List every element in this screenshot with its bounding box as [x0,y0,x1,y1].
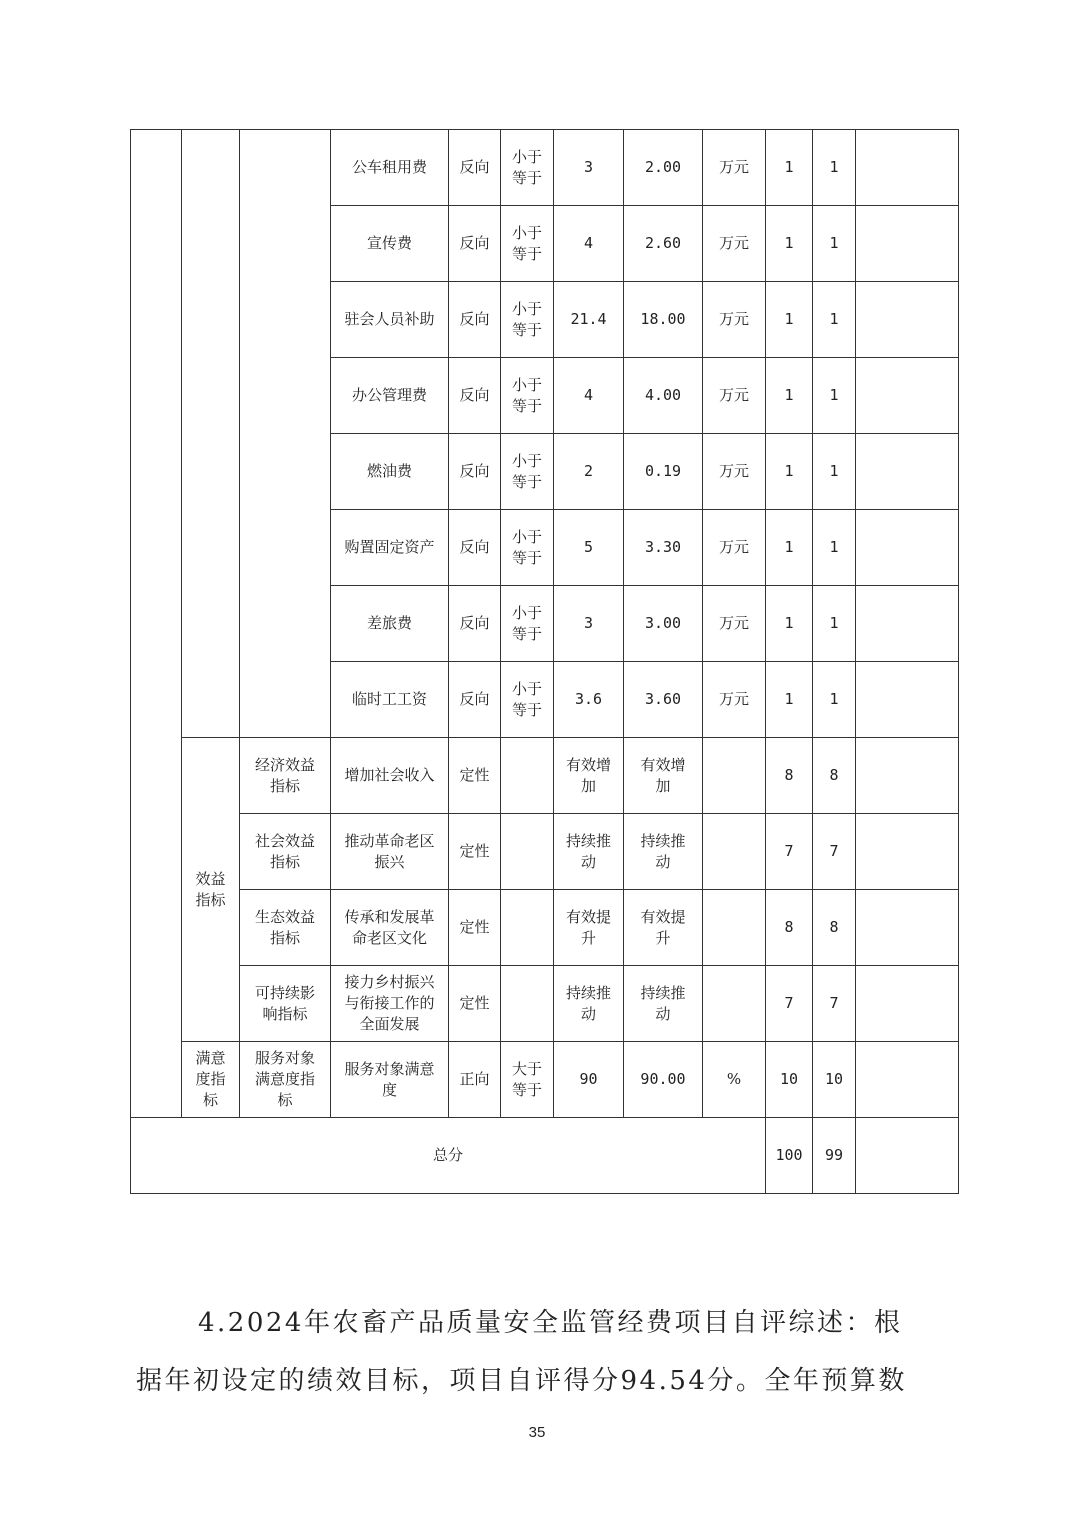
operator-cell: 小于 等于 [501,282,554,358]
remark-cell [856,1042,959,1118]
score-cell: 8 [813,738,856,814]
indicator-name-cell: 推动革命老区 振兴 [331,814,449,890]
remark-cell [856,814,959,890]
operator-cell: 小于 等于 [501,662,554,738]
indicator-name-cell: 传承和发展革 命老区文化 [331,890,449,966]
actual-value-cell: 2.60 [624,206,703,282]
performance-table [130,129,959,1194]
target-value-cell: 3.6 [554,662,624,738]
remark-cell [856,662,959,738]
weight-cell: 1 [766,510,813,586]
actual-value-cell: 有效提 升 [624,890,703,966]
actual-value-cell: 0.19 [624,434,703,510]
actual-value-cell: 有效增 加 [624,738,703,814]
unit-cell: 万元 [703,282,766,358]
remark-cell [856,586,959,662]
direction-cell: 反向 [449,130,501,206]
remark-cell [856,282,959,358]
sub-indicator-cell: 生态效益 指标 [240,890,331,966]
remark-cell [856,434,959,510]
indicator-name-cell: 服务对象满意 度 [331,1042,449,1118]
table-row [131,966,959,1042]
target-value-cell: 有效增 加 [554,738,624,814]
target-value-cell: 4 [554,206,624,282]
weight-cell: 1 [766,662,813,738]
score-cell: 1 [813,510,856,586]
direction-cell: 定性 [449,890,501,966]
weight-cell: 7 [766,966,813,1042]
weight-cell: 1 [766,586,813,662]
weight-cell: 8 [766,738,813,814]
actual-value-cell: 3.60 [624,662,703,738]
table-row [131,814,959,890]
operator-cell [501,966,554,1042]
sub-indicator-cell: 经济效益 指标 [240,738,331,814]
operator-cell [501,738,554,814]
actual-value-cell: 4.00 [624,358,703,434]
satisfaction-group-cell: 满意 度指 标 [182,1042,240,1118]
score-cell: 7 [813,814,856,890]
target-value-cell: 4 [554,358,624,434]
indicator-name-cell: 宣传费 [331,206,449,282]
actual-value-cell: 持续推 动 [624,814,703,890]
actual-value-cell: 持续推 动 [624,966,703,1042]
score-cell: 1 [813,662,856,738]
remark-cell [856,890,959,966]
remark-cell [856,966,959,1042]
total-row [131,1118,959,1194]
operator-cell: 小于 等于 [501,206,554,282]
remark-cell [856,206,959,282]
operator-cell: 小于 等于 [501,434,554,510]
table-row [131,1042,959,1118]
indicator-name-cell: 驻会人员补助 [331,282,449,358]
summary-paragraph-line-2: 据年初设定的绩效目标，项目自评得分94.54分。全年预算数 [136,1366,907,1396]
table-row [131,890,959,966]
score-cell: 1 [813,586,856,662]
target-value-cell: 21.4 [554,282,624,358]
unit-cell [703,890,766,966]
actual-value-cell: 3.00 [624,586,703,662]
unit-cell: 万元 [703,434,766,510]
actual-value-cell: 3.30 [624,510,703,586]
weight-cell: 7 [766,814,813,890]
direction-cell: 反向 [449,662,501,738]
operator-cell [501,890,554,966]
direction-cell: 定性 [449,966,501,1042]
score-cell: 1 [813,282,856,358]
unit-cell: 万元 [703,662,766,738]
score-cell: 7 [813,966,856,1042]
indicator-name-cell: 购置固定资产 [331,510,449,586]
score-cell: 1 [813,358,856,434]
direction-cell: 定性 [449,814,501,890]
operator-cell: 小于 等于 [501,586,554,662]
secondary-indicator-cell [182,130,240,738]
actual-value-cell: 2.00 [624,130,703,206]
score-cell: 1 [813,130,856,206]
remark-cell [856,510,959,586]
direction-cell: 反向 [449,434,501,510]
indicator-name-cell: 公车租用费 [331,130,449,206]
score-cell: 1 [813,434,856,510]
weight-cell: 1 [766,434,813,510]
direction-cell: 反向 [449,358,501,434]
unit-cell [703,966,766,1042]
target-value-cell: 2 [554,434,624,510]
operator-cell: 小于 等于 [501,358,554,434]
tertiary-indicator-cell [240,130,331,738]
direction-cell: 反向 [449,206,501,282]
target-value-cell: 有效提 升 [554,890,624,966]
unit-cell: 万元 [703,206,766,282]
direction-cell: 正向 [449,1042,501,1118]
operator-cell: 小于 等于 [501,130,554,206]
remark-cell [856,738,959,814]
unit-cell: 万元 [703,130,766,206]
unit-cell: 万元 [703,510,766,586]
indicator-name-cell: 燃油费 [331,434,449,510]
unit-cell: 万元 [703,358,766,434]
unit-cell: % [703,1042,766,1118]
operator-cell [501,814,554,890]
operator-cell: 大于 等于 [501,1042,554,1118]
weight-cell: 1 [766,282,813,358]
actual-value-cell: 18.00 [624,282,703,358]
weight-cell: 1 [766,130,813,206]
unit-cell: 万元 [703,586,766,662]
indicator-name-cell: 办公管理费 [331,358,449,434]
total-score-cell: 99 [813,1118,856,1194]
remark-cell [856,358,959,434]
primary-indicator-cell [131,130,182,1118]
remark-cell [856,1118,959,1194]
direction-cell: 反向 [449,282,501,358]
benefit-indicator-group-cell: 效益 指标 [182,738,240,1042]
direction-cell: 反向 [449,510,501,586]
direction-cell: 反向 [449,586,501,662]
unit-cell [703,814,766,890]
page-number: 35 [528,1424,546,1441]
unit-cell [703,738,766,814]
score-cell: 10 [813,1042,856,1118]
score-cell: 1 [813,206,856,282]
target-value-cell: 持续推 动 [554,966,624,1042]
sub-indicator-cell: 服务对象 满意度指 标 [240,1042,331,1118]
sub-indicator-cell: 可持续影 响指标 [240,966,331,1042]
summary-paragraph-line-1: 4.2024年农畜产品质量安全监管经费项目自评综述：根 [198,1308,903,1338]
indicator-name-cell: 增加社会收入 [331,738,449,814]
target-value-cell: 5 [554,510,624,586]
indicator-name-cell: 临时工工资 [331,662,449,738]
sub-indicator-cell: 社会效益 指标 [240,814,331,890]
remark-cell [856,130,959,206]
weight-cell: 1 [766,358,813,434]
target-value-cell: 3 [554,586,624,662]
indicator-name-cell: 差旅费 [331,586,449,662]
actual-value-cell: 90.00 [624,1042,703,1118]
weight-cell: 1 [766,206,813,282]
target-value-cell: 3 [554,130,624,206]
table-row [131,130,959,206]
direction-cell: 定性 [449,738,501,814]
weight-cell: 8 [766,890,813,966]
indicator-name-cell: 接力乡村振兴 与衔接工作的 全面发展 [331,966,449,1042]
table-row [131,738,959,814]
total-weight-cell: 100 [766,1118,813,1194]
total-label-cell: 总分 [131,1118,766,1194]
score-cell: 8 [813,890,856,966]
target-value-cell: 90 [554,1042,624,1118]
operator-cell: 小于 等于 [501,510,554,586]
target-value-cell: 持续推 动 [554,814,624,890]
weight-cell: 10 [766,1042,813,1118]
